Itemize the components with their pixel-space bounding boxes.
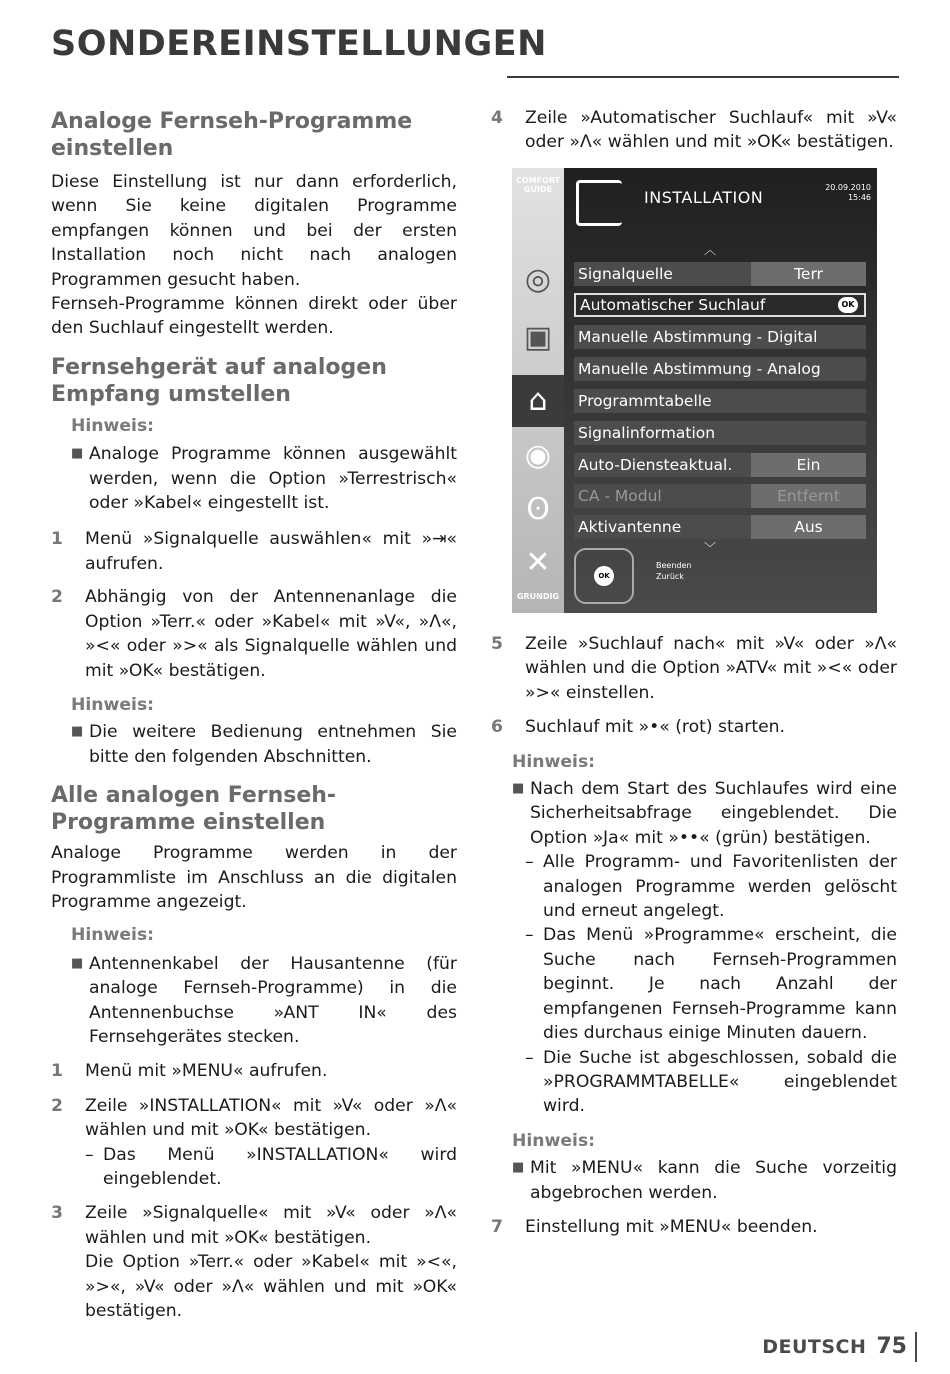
note-label: Hinweis: [71, 694, 155, 715]
tv-screenshot [512, 168, 877, 613]
note-subitem: – Die Suche ist abgeschlossen, sobald die »PROGRAMMTABELLE« eingeblendet wird. [525, 1046, 897, 1119]
step-text: Einstellung mit »MENU« beenden. [525, 1216, 818, 1237]
step [491, 632, 897, 705]
menu-time: 15:46 [847, 193, 871, 202]
menu-item-label: Manuelle Abstimmung - Analog [578, 360, 821, 378]
note-bullet [71, 442, 457, 515]
left-column [51, 108, 457, 1323]
note-text: Mit »MENU« kann die Suche vorzeitig abgebrochen werden. [530, 1158, 897, 1203]
step-text: Zeile »Automatischer Suchlauf« mit »V« oder »Λ« wählen und mit »OK« bestätigen. [525, 108, 897, 153]
menu-item-signalquelle[interactable] [574, 262, 866, 286]
note-bullet [71, 720, 457, 769]
note-subitem: – Das Menü »Programme« erscheint, die Suche nach Fernseh-Programmen beginnt. Je nach Anzahl der empfangenen Fernseh-Programme kann dies durchaus einige Minuten dauern. [525, 923, 897, 1045]
ok-badge-icon: OK [838, 297, 858, 313]
menu-item-signalinformation[interactable] [574, 421, 866, 445]
bullet-square-icon: ■ [71, 724, 84, 740]
menu-item-label: Programmtabelle [578, 392, 712, 410]
menu-item-programmtabelle[interactable] [574, 389, 866, 413]
menu-item-ca-modul[interactable] [574, 484, 866, 508]
page-number: 75 [876, 1332, 917, 1362]
installation-icon [576, 180, 622, 226]
step-number: 1 [51, 1061, 63, 1082]
bullet-square-icon: ■ [71, 955, 84, 971]
step-text: Menü mit »MENU« aufrufen. [85, 1061, 328, 1082]
menu-title: INSTALLATION [644, 188, 764, 207]
chevron-up-icon[interactable]: ︿ [704, 243, 717, 257]
step-text: Suchlauf mit »•« (rot) starten. [525, 717, 785, 738]
note-label: Hinweis: [512, 1130, 596, 1151]
note-text: Die weitere Bedienung entnehmen Sie bitte den folgenden Abschnitten. [89, 722, 457, 767]
note-text: Analoge Programme können ausgewählt werden, wenn die Option »Terrestrisch« oder »Kabel« eingestellt ist. [89, 444, 457, 514]
note-text: Nach dem Start des Suchlaufes wird eine Sicherheitsabfrage eingeblendet. Die Option »Ja« mit »••« (grün) bestätigen. [530, 779, 897, 848]
menu-datetime [825, 183, 871, 203]
right-column-lower [491, 632, 897, 1239]
menu-item-automatischer-suchlauf[interactable] [574, 293, 866, 317]
footer-language: DEUTSCH [762, 1335, 867, 1358]
note-label: Hinweis: [512, 751, 596, 772]
step-number: 3 [51, 1203, 63, 1224]
step [51, 1094, 457, 1192]
nav-back-label: Zurück [656, 572, 684, 581]
step-number: 4 [491, 108, 503, 128]
menu-item-value: Terr [751, 262, 866, 286]
bullet-square-icon: ■ [512, 1160, 525, 1176]
step [491, 1215, 897, 1239]
step-number: 2 [51, 1095, 63, 1116]
note-label: Hinweis: [71, 925, 155, 946]
paragraph: Fernseh-Programme können direkt oder über den Suchlauf eingestellt werden. [51, 294, 457, 339]
step-text: Zeile »Signalquelle« mit »V« oder »Λ« wählen und mit »OK« bestätigen. [85, 1203, 457, 1248]
nav-exit-label: Beenden [656, 561, 692, 570]
step-number: 1 [51, 529, 63, 550]
tools-icon: ✕ [525, 545, 551, 580]
menu-item-manuell-analog[interactable] [574, 357, 866, 381]
step [51, 527, 457, 576]
menu-item-auto-diensteaktual[interactable] [574, 453, 866, 477]
menu-item-label: Signalinformation [578, 424, 716, 442]
paragraph: Analoge Programme werden in der Programmliste im Anschluss an die digitalen Programme angezeigt. [51, 843, 457, 912]
section-heading: Fernsehgerät auf analogen Empfang umstellen [51, 354, 387, 407]
step-number: 2 [51, 587, 63, 608]
section-heading: Analoge Fernseh-Programme einstellen [51, 109, 413, 161]
bullet-square-icon: ■ [71, 446, 84, 462]
ear-icon: ʘ [526, 492, 550, 527]
navigation-pad-icon [574, 548, 634, 604]
menu-item-value: Ein [751, 453, 866, 477]
step-text: Die Option »Terr.« oder »Kabel« mit »<«, »>«, »V« oder »Λ« wählen und mit »OK« bestätigen. [85, 1252, 457, 1322]
step-subitem-text: Das Menü »INSTALLATION« wird eingeblendet. [103, 1144, 457, 1189]
menu-item-label: CA - Modul [578, 487, 662, 505]
menu-item-value: Entfernt [751, 484, 866, 508]
menu-item-label: Auto-Diensteaktual. [578, 456, 733, 474]
step-number: 5 [491, 634, 503, 654]
menu-item-value: Aus [751, 515, 866, 539]
note-bullet [512, 777, 897, 850]
step [51, 1059, 457, 1083]
note-label: Hinweis: [71, 415, 155, 436]
source-icon: ▣ [523, 320, 553, 355]
play-icon: ◎ [524, 262, 552, 297]
step-subitem: – Das Menü »INSTALLATION« wird eingeblendet. [85, 1143, 457, 1192]
right-column [491, 106, 897, 155]
antenna-icon: ⌂ [528, 383, 548, 418]
tv-menu [564, 168, 877, 613]
menu-item-aktivantenne[interactable] [574, 515, 866, 539]
tv-sidebar [512, 168, 564, 613]
note-subitem-text: Alle Programm- und Favoritenlisten der analogen Programme werden gelöscht und erneut angelegt. [543, 852, 897, 922]
brand-logo: GRUNDIG [516, 591, 560, 601]
nav-legend [656, 560, 691, 582]
note-bullet [71, 952, 457, 1050]
menu-item-label: Manuelle Abstimmung - Digital [578, 328, 818, 346]
note-subitem-text: Die Suche ist abgeschlossen, sobald die »PROGRAMMTABELLE« eingeblendet wird. [543, 1047, 897, 1117]
menu-item-label: Aktivantenne [578, 518, 682, 536]
chevron-down-icon[interactable]: ﹀ [704, 541, 717, 555]
note-bullet [512, 1156, 897, 1205]
step-text: Zeile »Suchlauf nach« mit »V« oder »Λ« wählen und die Option »ATV« mit »<« oder »>« einstellen. [525, 634, 897, 703]
menu-item-label: Automatischer Suchlauf [580, 296, 766, 314]
eye-icon: ◉ [524, 438, 552, 473]
menu-date: 20.09.2010 [825, 183, 871, 192]
step-number: 6 [491, 717, 503, 738]
nav-ok: OK [594, 566, 614, 586]
note-subitem-text: Das Menü »Programme« erscheint, die Suche nach Fernseh-Programmen beginnt. Je nach Anzahl der empfangenen Fernseh-Programme kann dies durchaus einige Minuten dauern. [543, 925, 897, 1044]
step-text: Menü »Signalquelle auswählen« mit »⇥« aufrufen. [85, 529, 457, 574]
page-header [51, 24, 899, 64]
paragraph: Diese Einstellung ist nur dann erforderlich, wenn Sie keine digitalen Programme empfangen können und bei der ersten Installation noch nicht nach analogen Programmen gesucht haben. [51, 172, 457, 290]
page-title: SONDEREINSTELLUNGEN [51, 24, 547, 64]
step [51, 1201, 457, 1323]
bullet-square-icon: ■ [512, 781, 525, 797]
step [51, 585, 457, 683]
menu-item-manuell-digital[interactable] [574, 325, 866, 349]
page-footer [762, 1332, 917, 1362]
comfort-guide-label: COMFORT GUIDE [515, 176, 561, 194]
menu-item-label: Signalquelle [578, 265, 673, 283]
step-text: Zeile »INSTALLATION« mit »V« oder »Λ« wählen und mit »OK« bestätigen. [85, 1095, 457, 1141]
section-heading: Alle analogen Fernseh-Programme einstellen [51, 783, 337, 836]
step [491, 106, 897, 155]
header-rule [507, 76, 899, 78]
step-number: 7 [491, 1216, 503, 1237]
step-text: Abhängig von der Antennenanlage die Option »Terr.« oder »Kabel« mit »V«, »Λ«, »<« oder »>« als Signalquelle wählen und mit »OK« bestätigen. [85, 587, 457, 681]
step [491, 715, 897, 739]
note-subitem: – Alle Programm- und Favoritenlisten der analogen Programme werden gelöscht und erneut angelegt. [525, 850, 897, 923]
note-text: Antennenkabel der Hausantenne (für analoge Fernseh-Programme) in die Antennenbuchse »ANT IN« des Fernsehgerätes stecken. [89, 953, 457, 1047]
